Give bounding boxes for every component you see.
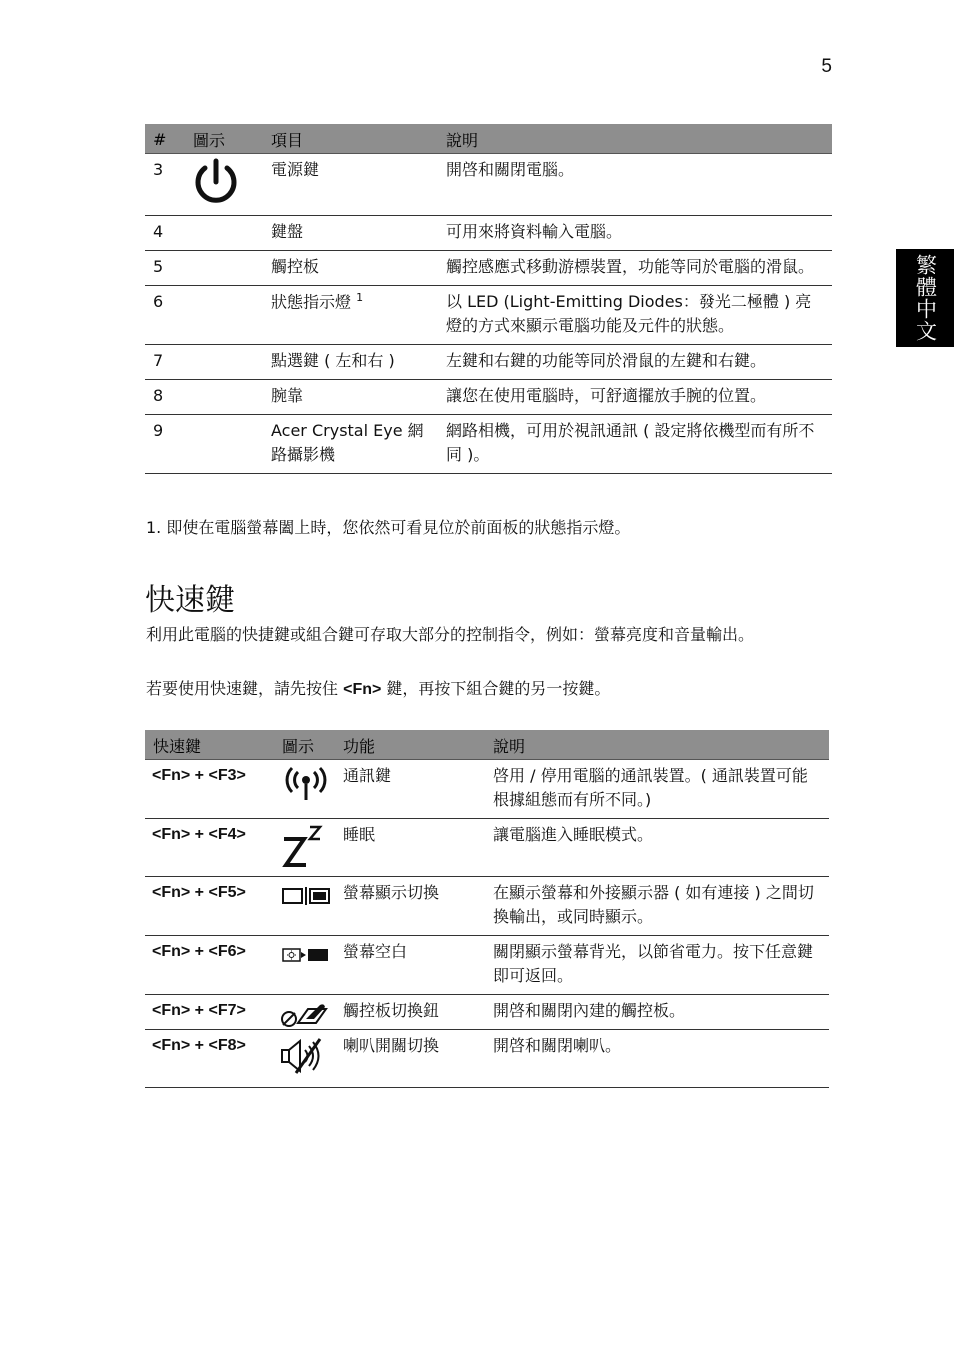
table-row (145, 153, 832, 215)
hotkey-function: 螢幕空白 (335, 935, 485, 994)
row-description: 網路相機，可用於視訊通訊 ( 設定將依機型而有所不同 )。 (438, 414, 832, 473)
row-item-cell (263, 285, 438, 344)
hotkey-function: 螢幕顯示切換 (335, 876, 485, 935)
hotkey-combo: <Fn> + <F3> (145, 759, 274, 818)
row-icon (185, 215, 263, 250)
hotkey-description: 在顯示螢幕和外接顯示器 ( 如有連接 ) 之間切換輸出，或同時顯示。 (485, 876, 829, 935)
table-row (145, 994, 829, 1029)
power-icon (191, 158, 241, 206)
parts-table (145, 124, 832, 474)
row-icon (185, 379, 263, 414)
header-number: # (145, 124, 185, 153)
language-tab-label: 繁體中文 (913, 254, 938, 342)
table-row (145, 379, 832, 414)
row-item: 點選鍵 ( 左和右 ) (263, 344, 438, 379)
row-icon (185, 285, 263, 344)
wireless-icon-cell (274, 759, 335, 818)
display-off-icon (282, 946, 330, 964)
row-number: 3 (145, 153, 185, 215)
row-number: 7 (145, 344, 185, 379)
table-row (145, 344, 832, 379)
hotkey-function: 喇叭開關切換 (335, 1029, 485, 1087)
hotkey-table (145, 730, 829, 1088)
hotkey-function: 通訊鍵 (335, 759, 485, 818)
power-icon-cell (185, 153, 263, 215)
footnote: 1. 即使在電腦螢幕闔上時，您依然可看見位於前面板的狀態指示燈。 (146, 518, 631, 537)
table-row (145, 414, 832, 473)
row-icon (185, 414, 263, 473)
row-item: 鍵盤 (263, 215, 438, 250)
header-item: 項目 (263, 124, 438, 153)
touchpad-toggle-icon-cell (274, 994, 335, 1029)
header-description: 說明 (438, 124, 832, 153)
table-row (145, 935, 829, 994)
row-item: 狀態指示燈 (271, 291, 352, 311)
display-off-icon-cell (274, 935, 335, 994)
row-description: 左鍵和右鍵的功能等同於滑鼠的左鍵和右鍵。 (438, 344, 832, 379)
row-icon (185, 250, 263, 285)
table-row (145, 285, 832, 344)
parts-table-header (145, 124, 832, 153)
hotkey-function: 睡眠 (335, 818, 485, 876)
hotkey-description: 啓用 / 停用電腦的通訊裝置。( 通訊裝置可能根據組態而有所不同。) (485, 759, 829, 818)
display-toggle-icon (282, 887, 330, 905)
row-description: 觸控感應式移動游標裝置，功能等同於電腦的滑鼠。 (438, 250, 832, 285)
hotkey-combo: <Fn> + <F6> (145, 935, 274, 994)
table-row (145, 215, 832, 250)
header-description: 說明 (485, 730, 829, 759)
table-row (145, 818, 829, 876)
row-item: Acer Crystal Eye 網路攝影機 (263, 414, 438, 473)
hotkey-combo: <Fn> + <F4> (145, 818, 274, 876)
row-number: 8 (145, 379, 185, 414)
footnote-marker: 1 (356, 290, 364, 304)
row-description: 以 LED (Light-Emitting Diodes：發光二極體 ) 亮燈的方式來顯示電腦功能及元件的狀態。 (438, 285, 832, 344)
fn-instruction (146, 677, 816, 702)
touchpad-toggle-icon (280, 1001, 330, 1029)
hotkey-description: 關閉顯示螢幕背光，以節省電力。按下任意鍵即可返回。 (485, 935, 829, 994)
intro-paragraph: 利用此電腦的快捷鍵或組合鍵可存取大部分的控制指令，例如：螢幕亮度和音量輸出。 (146, 625, 755, 644)
hotkey-table-header (145, 730, 829, 759)
header-icon: 圖示 (185, 124, 263, 153)
row-description: 可用來將資料輸入電腦。 (438, 215, 832, 250)
section-title: 快速鍵 (145, 583, 235, 618)
row-number: 6 (145, 285, 185, 344)
row-description: 讓您在使用電腦時，可舒適擺放手腕的位置。 (438, 379, 832, 414)
row-number: 4 (145, 215, 185, 250)
row-icon (185, 344, 263, 379)
language-tab (896, 249, 954, 347)
page-number: 5 (821, 56, 832, 77)
hotkey-combo: <Fn> + <F8> (145, 1029, 274, 1087)
hotkey-combo: <Fn> + <F5> (145, 876, 274, 935)
sleep-icon-cell (274, 818, 335, 876)
header-hotkey: 快速鍵 (145, 730, 274, 759)
row-item: 電源鍵 (263, 153, 438, 215)
table-row (145, 250, 832, 285)
table-row (145, 1029, 829, 1087)
hotkey-function: 觸控板切換鈕 (335, 994, 485, 1029)
row-description: 開啓和關閉電腦。 (438, 153, 832, 215)
header-icon: 圖示 (274, 730, 335, 759)
row-number: 9 (145, 414, 185, 473)
row-item: 腕靠 (263, 379, 438, 414)
fn-key: <Fn> (343, 681, 382, 698)
speaker-toggle-icon-cell (274, 1029, 335, 1087)
fn-instruction-before: 若要使用快速鍵，請先按住 (146, 679, 344, 698)
sleep-icon (280, 823, 324, 869)
row-number: 5 (145, 250, 185, 285)
hotkey-description: 讓電腦進入睡眠模式。 (485, 818, 829, 876)
fn-instruction-after: 鍵，再按下組合鍵的另一按鍵。 (381, 679, 611, 698)
header-function: 功能 (335, 730, 485, 759)
table-row (145, 876, 829, 935)
hotkey-description: 開啓和關閉喇叭。 (485, 1029, 829, 1087)
speaker-toggle-icon (280, 1036, 326, 1076)
display-toggle-icon-cell (274, 876, 335, 935)
hotkey-description: 開啓和關閉內建的觸控板。 (485, 994, 829, 1029)
wireless-icon (282, 766, 330, 802)
row-item: 觸控板 (263, 250, 438, 285)
table-row (145, 759, 829, 818)
hotkey-combo: <Fn> + <F7> (145, 994, 274, 1029)
